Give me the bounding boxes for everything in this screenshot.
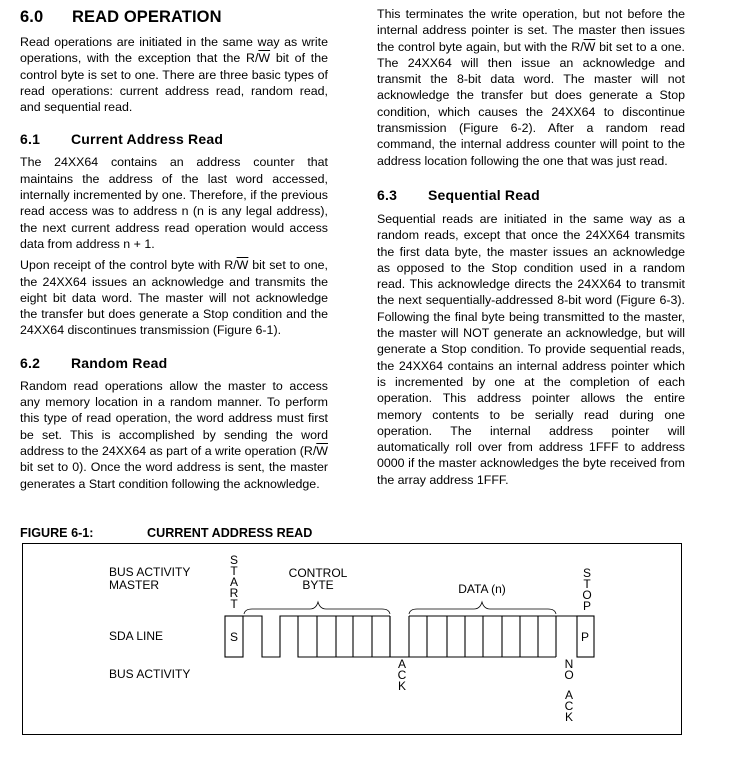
svg-text:R: R	[229, 586, 239, 600]
svg-text:A: A	[564, 688, 574, 702]
ack-label-vertical	[398, 657, 407, 693]
section-title: Sequential Read	[428, 186, 540, 203]
section-title: Current Address Read	[71, 131, 224, 148]
control-byte-label-line2: BYTE	[302, 578, 334, 592]
section-number: 6.0	[20, 8, 44, 26]
section-title: Random Read	[71, 354, 168, 371]
svg-text:C: C	[564, 699, 574, 713]
svg-text:S: S	[582, 566, 592, 580]
svg-text:N: N	[564, 657, 574, 671]
svg-text:S: S	[229, 553, 239, 567]
section-6-1-paragraph-2: Upon receipt of the control byte with $R/\overline{W}$ bit set to one, the 24XX64 issues an acknowledge and transmits the eight bit data word. The master will not acknowledge the transfer but does generate a Stop condition and the 24XX64 discontinues transmission (Figure 6-1).	[20, 258, 328, 338]
label-bus-activity-master-line1: BUS ACTIVITY	[109, 565, 191, 579]
section-6-1-paragraph-1: The 24XX64 contains an address counter that maintains the address of the last word accessed, internally incremented by one. Therefore, if the previous read access was to address n (n is any legal address), the next current address read operation would access data from address n + 1.	[20, 155, 328, 251]
svg-text:P: P	[582, 599, 592, 613]
svg-text:K: K	[564, 710, 574, 724]
section-number: 6.3	[377, 186, 398, 203]
stop-bit-label: P	[580, 630, 590, 644]
section-number: 6.1	[20, 131, 41, 148]
svg-text:T: T	[230, 564, 238, 578]
figure-title: CURRENT ADDRESS READ	[147, 526, 313, 540]
section-6-3-paragraph: Sequential reads are initiated in the same way as a random reads, except that once the 24XX64 transmits the first data byte, the master issues an acknowledge as opposed to the Stop condition used in a random read. This acknowledge directs the 24XX64 to transmit the next sequentially-addressed 8-bit word (Figure 6-3). Following the final byte being transmitted to the master, the master will NOT generate an acknowledge, but will generate a Stop condition. To provide sequential reads, the 24XX64 contains an internal address pointer which is incremented by one at the completion of each operation. This address pointer allows the entire memory contents to be serially read during one operation. The internal address pointer will automatically roll over from address 1FFF to address 0000 if the master acknowledges the byte received from the array address 1FFF.	[377, 211, 685, 487]
label-bus-activity-master-line2: MASTER	[109, 578, 160, 592]
no-ack-label-vertical	[564, 657, 573, 724]
section-6-0-paragraph: Read operations are initiated in the same way as write operations, with the exception that the $R/\overline{W}$ bit of the control byte is set to one. There are three basic types of read operations: current address read, random read, and sequential read.	[20, 35, 328, 115]
svg-text:A: A	[397, 657, 407, 671]
svg-text:O: O	[564, 668, 574, 682]
data-brace	[409, 602, 556, 614]
figure-number: FIGURE 6-1:	[20, 526, 94, 540]
svg-text:T: T	[230, 597, 238, 611]
label-sda-line: SDA LINE	[109, 629, 164, 643]
start-label-vertical	[230, 553, 239, 611]
svg-text:K: K	[397, 679, 407, 693]
sda-waveform	[225, 616, 594, 657]
section-title: READ OPERATION	[72, 8, 222, 26]
data-n-label: DATA (n)	[458, 582, 506, 596]
svg-text:T: T	[583, 577, 591, 591]
section-number: 6.2	[20, 354, 41, 371]
section-6-2-paragraph: Random read operations allow the master to access any memory location in a random manner. To perform this type of read operation, the word address must first be set. This is accomplished by sending the word address to the 24XX64 as part of a write operation ($R/\overline{W}$ bit set to 0). Once the word address is sent, the master generates a Start condition following the acknowledge.	[20, 378, 328, 491]
start-bit-label: S	[229, 630, 239, 644]
svg-text:A: A	[229, 575, 239, 589]
svg-text:O: O	[582, 588, 592, 602]
control-byte-label-line1: CONTROL	[288, 566, 348, 580]
control-byte-brace	[244, 602, 390, 614]
svg-text:C: C	[397, 668, 407, 682]
random-read-continuation-paragraph: This terminates the write operation, but not before the internal address pointer is set. The master then issues the control byte again, but with the $R/\overline{W}$ bit set to a one. The 24XX64 will then issue an acknowledge and transmit the 8-bit data word. The master will not acknowledge the transfer but does generate a Stop condition, which causes the 24XX64 to discontinue transmission (Figure 6-2). After a random read command, the internal address counter will point to the address location following the one that was just read.	[377, 7, 685, 168]
stop-label-vertical	[582, 566, 591, 613]
label-bus-activity: BUS ACTIVITY	[109, 667, 191, 681]
